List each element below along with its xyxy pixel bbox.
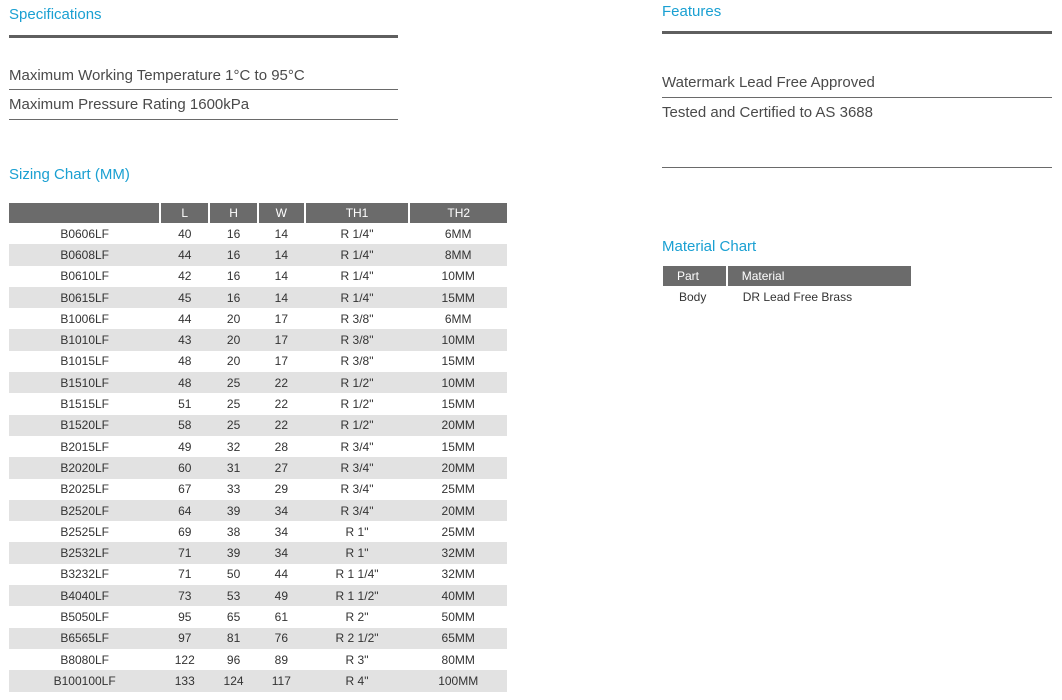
table-cell: B2020LF [9, 457, 160, 478]
table-cell: 64 [160, 500, 209, 521]
table-cell: R 3/4" [305, 457, 410, 478]
table-cell: 32MM [441, 567, 475, 582]
features-rule [662, 31, 1052, 34]
table-row [9, 372, 507, 393]
table-cell: 14 [274, 226, 288, 241]
table-cell: R 3/4" [340, 439, 374, 454]
table-cell: 39 [209, 500, 258, 521]
table-cell: B0608LF [9, 244, 160, 265]
table-cell: 133 [160, 670, 209, 691]
table-cell: B0615LF [9, 287, 160, 308]
table-cell: 17 [258, 329, 305, 350]
table-cell: 25 [209, 415, 258, 436]
spec-divider [9, 89, 398, 90]
table-cell: R 2 1/2" [305, 628, 410, 649]
table-cell: 25 [226, 397, 241, 412]
table-cell: 32 [226, 439, 241, 454]
table-cell: 10MM [441, 269, 475, 284]
table-cell: B6565LF [9, 628, 160, 649]
table-cell: B4040LF [9, 585, 160, 606]
table-cell: 34 [274, 524, 288, 539]
table-cell: 122 [174, 652, 195, 667]
table-cell: 20 [209, 329, 258, 350]
table-cell: B1015LF [60, 354, 110, 369]
table-cell: 49 [178, 439, 192, 454]
table-cell: R 1/2" [305, 372, 410, 393]
table-cell: B5050LF [60, 609, 110, 624]
table-cell: 48 [178, 354, 192, 369]
table-cell: R 1/2" [305, 415, 410, 436]
table-cell: 95 [178, 609, 192, 624]
table-cell: 10MM [409, 329, 507, 350]
sizing-header-h: H [209, 203, 258, 223]
table-cell: B1010LF [9, 329, 160, 350]
sizing-header-w: W [258, 203, 305, 223]
table-cell: 20 [226, 311, 241, 326]
table-cell: 89 [274, 652, 288, 667]
table-cell: 29 [274, 482, 288, 497]
table-cell: 80MM [441, 652, 475, 667]
table-cell: 10MM [409, 372, 507, 393]
table-cell: 22 [258, 415, 305, 436]
table-cell: 16 [209, 287, 258, 308]
table-row [9, 670, 507, 691]
table-cell: 14 [258, 287, 305, 308]
table-cell: B1515LF [60, 397, 110, 412]
table-cell: R 4" [305, 670, 410, 691]
table-cell: B2525LF [60, 524, 110, 539]
table-cell: 49 [258, 585, 305, 606]
feature-divider [662, 167, 1052, 168]
table-cell: 34 [258, 500, 305, 521]
table-cell: 39 [209, 542, 258, 563]
table-cell: 17 [274, 354, 288, 369]
table-cell: 32MM [409, 542, 507, 563]
table-row [9, 542, 507, 563]
table-cell: 43 [160, 329, 209, 350]
table-cell: B100100LF [9, 670, 160, 691]
table-row [663, 286, 911, 308]
table-cell: R 1/4" [305, 244, 410, 265]
table-cell: B1520LF [9, 415, 160, 436]
table-cell: 76 [258, 628, 305, 649]
table-cell: B0606LF [60, 226, 110, 241]
table-cell: 16 [209, 244, 258, 265]
table-cell: R 2" [345, 609, 369, 624]
sizing-chart-heading: Sizing Chart (MM) [9, 166, 130, 183]
spec-pressure-rating: Maximum Pressure Rating 1600kPa [9, 96, 250, 113]
table-cell: R 1" [345, 524, 369, 539]
table-cell: R 1/4" [340, 226, 374, 241]
table-cell: 20 [226, 354, 241, 369]
table-row [9, 351, 507, 372]
table-cell: 44 [274, 567, 288, 582]
table-row [9, 500, 507, 521]
table-cell: R 1/4" [305, 287, 410, 308]
table-cell: 15MM [441, 354, 475, 369]
feature-divider [662, 97, 1052, 98]
table-cell: R 1 1/2" [305, 585, 410, 606]
table-cell: 53 [209, 585, 258, 606]
table-cell: DR Lead Free Brass [742, 290, 853, 304]
table-cell: R 1" [305, 542, 410, 563]
features-heading: Features [662, 3, 722, 20]
table-cell: 16 [226, 226, 241, 241]
table-cell: 40MM [409, 585, 507, 606]
table-cell: 51 [178, 397, 192, 412]
table-row [9, 223, 507, 244]
table-cell: 25 [209, 372, 258, 393]
table-cell: 67 [178, 482, 192, 497]
table-cell: 117 [258, 670, 305, 691]
feature-certified: Tested and Certified to AS 3688 [662, 104, 873, 121]
table-cell: 69 [178, 524, 192, 539]
table-cell: Body [679, 290, 707, 304]
table-cell: 27 [258, 457, 305, 478]
table-cell: 38 [226, 524, 241, 539]
table-row [9, 606, 507, 627]
table-row [9, 521, 507, 542]
table-cell: 48 [160, 372, 209, 393]
table-row [9, 436, 507, 457]
table-cell: R 3/8" [340, 354, 374, 369]
table-cell: R 1/4" [340, 269, 374, 284]
feature-watermark: Watermark Lead Free Approved [662, 74, 875, 91]
table-cell: 22 [258, 372, 305, 393]
table-cell: 25MM [441, 524, 475, 539]
table-row [9, 457, 507, 478]
material-table [663, 266, 911, 308]
table-cell: 15MM [441, 397, 475, 412]
table-cell: R 3/8" [305, 329, 410, 350]
spec-divider [9, 119, 398, 120]
table-cell: 60 [160, 457, 209, 478]
table-cell: B2025LF [60, 482, 110, 497]
table-cell: 31 [209, 457, 258, 478]
table-cell: 73 [160, 585, 209, 606]
table-row [9, 393, 507, 414]
table-row [9, 415, 507, 436]
table-cell: 124 [209, 670, 258, 691]
table-cell: 42 [178, 269, 192, 284]
table-cell: 15MM [441, 439, 475, 454]
table-cell: 28 [274, 439, 288, 454]
table-cell: 45 [160, 287, 209, 308]
table-row [9, 585, 507, 606]
table-cell: R 3" [345, 652, 369, 667]
table-cell: B2532LF [9, 542, 160, 563]
table-cell: B2520LF [9, 500, 160, 521]
table-cell: 40 [178, 226, 192, 241]
table-row [9, 628, 507, 649]
specifications-heading: Specifications [9, 6, 102, 23]
table-cell: B3232LF [60, 567, 110, 582]
table-cell: 50MM [441, 609, 475, 624]
sizing-table [9, 203, 507, 692]
table-cell: B8080LF [60, 652, 110, 667]
table-cell: R 3/8" [340, 311, 374, 326]
table-row [9, 479, 507, 500]
table-cell: 71 [178, 567, 192, 582]
table-cell: 22 [274, 397, 288, 412]
table-cell: 20MM [409, 415, 507, 436]
table-cell: 16 [226, 269, 241, 284]
sizing-header-l: L [160, 203, 209, 223]
spec-working-temperature: Maximum Working Temperature 1°C to 95°C [9, 67, 305, 84]
sizing-header-th2: TH2 [409, 203, 507, 223]
table-cell: R 1/2" [340, 397, 374, 412]
table-cell: 6MM [444, 226, 472, 241]
table-cell: 81 [209, 628, 258, 649]
table-cell: B2015LF [60, 439, 110, 454]
table-cell: R 3/4" [305, 500, 410, 521]
table-cell: 15MM [409, 287, 507, 308]
table-cell: 71 [160, 542, 209, 563]
table-cell: B1510LF [9, 372, 160, 393]
table-cell: 96 [226, 652, 241, 667]
material-header-material: Material [727, 266, 911, 286]
material-chart-heading: Material Chart [662, 238, 757, 255]
table-cell: B0610LF [60, 269, 110, 284]
table-cell: 50 [226, 567, 241, 582]
table-cell: 44 [178, 311, 192, 326]
table-row [9, 244, 507, 265]
table-cell: 6MM [444, 311, 472, 326]
table-cell: B1006LF [60, 311, 110, 326]
table-cell: R 1 1/4" [335, 567, 379, 582]
table-cell: 20MM [409, 457, 507, 478]
table-cell: 34 [258, 542, 305, 563]
table-cell: 58 [160, 415, 209, 436]
table-cell: 14 [274, 269, 288, 284]
table-cell: 25MM [441, 482, 475, 497]
table-cell: R 3/4" [340, 482, 374, 497]
table-cell: 65MM [409, 628, 507, 649]
table-cell: 33 [226, 482, 241, 497]
specifications-rule [9, 35, 398, 38]
table-cell: 14 [258, 244, 305, 265]
table-row [9, 287, 507, 308]
material-header-part: Part [663, 266, 727, 286]
table-cell: 97 [160, 628, 209, 649]
table-cell: 100MM [409, 670, 507, 691]
table-row [9, 649, 507, 670]
table-row [9, 329, 507, 350]
table-cell: 8MM [409, 244, 507, 265]
table-cell: 65 [226, 609, 241, 624]
table-row [9, 308, 507, 329]
table-cell: 44 [160, 244, 209, 265]
sizing-header-th1: TH1 [305, 203, 410, 223]
sizing-header-model [9, 203, 160, 223]
table-row [9, 266, 507, 287]
table-cell: 20MM [409, 500, 507, 521]
table-cell: 61 [274, 609, 288, 624]
table-row [9, 564, 507, 585]
table-cell: 17 [274, 311, 288, 326]
